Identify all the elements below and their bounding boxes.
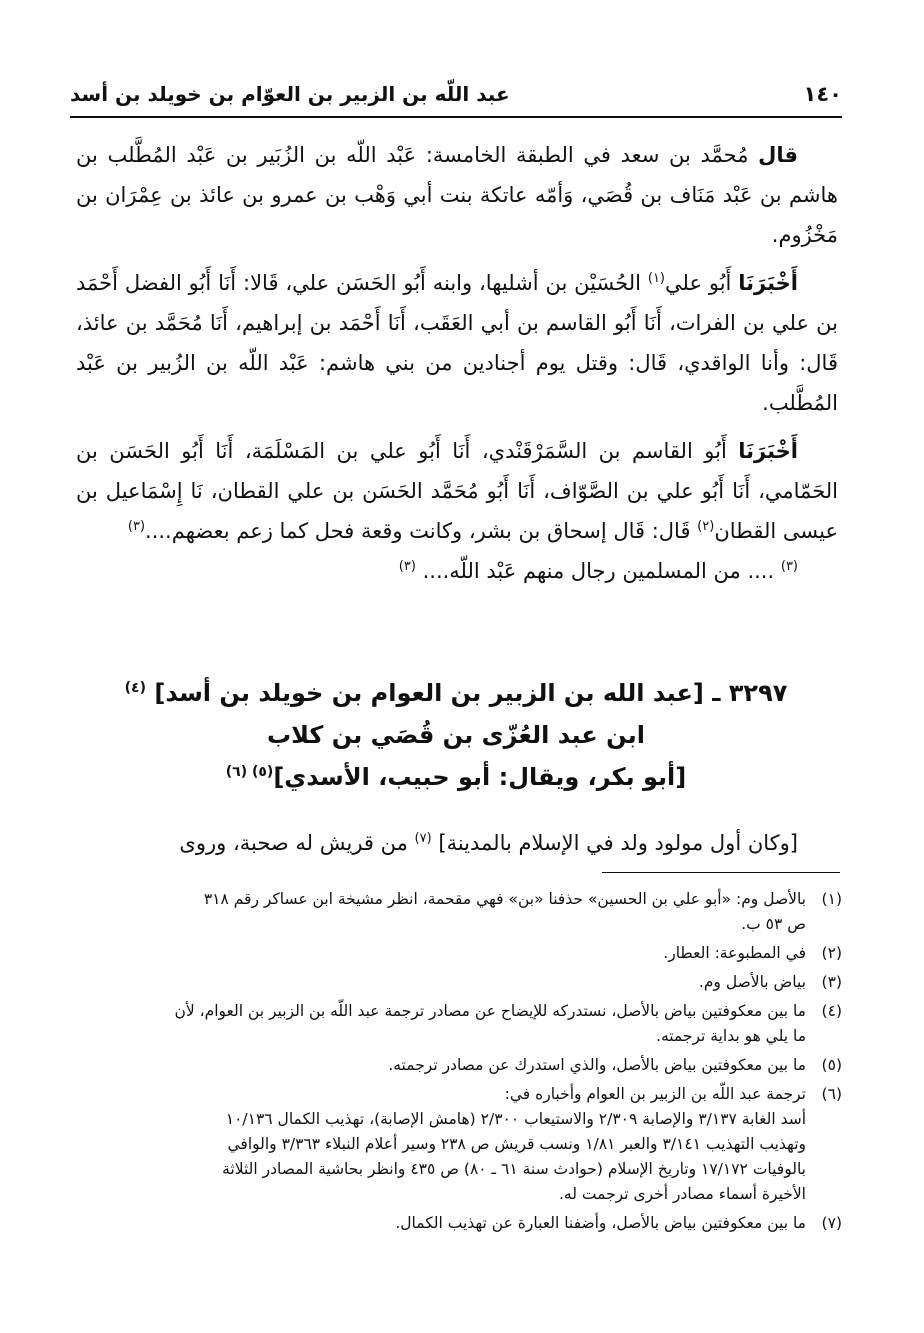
paragraph-3-text-b: قَال: قَال إسحاق بن بشر، وكانت وقعة فحل كما زعم بعضهم.... <box>145 519 698 543</box>
footnote-line: ما بين معكوفتين بياض بالأصل، والذي استدرك عن مصادر ترجمته. <box>388 1056 806 1074</box>
footnote-line: الأخيرة أسماء مصادر أخرى ترجمت له. <box>559 1185 806 1203</box>
footnote-line: ترجمة عبد اللّه بن الزبير بن العوام وأخباره في: <box>504 1085 806 1103</box>
footnote-line: ص ٥٣ ب. <box>741 915 806 933</box>
main-text <box>76 135 838 591</box>
footnote-text <box>70 1211 806 1236</box>
footnote-ref-3b[interactable]: (٣) <box>780 559 798 574</box>
footnote-text <box>70 1053 806 1078</box>
paragraph-1-text: مُحمَّد بن سعد في الطبقة الخامسة: عَبْد اللّه بن الزُبَير بن عَبْد المُطَّلب بن هاشم بن عَبْد مَنَاف بن قُصَي، وَأمّه عاتكة بنت أبي وَهْب بن عمرو بن عائذ بن عِمْرَان بن مَخْزُوم. <box>76 143 838 247</box>
footnote-ref-3a[interactable]: (٣) <box>127 519 146 534</box>
footnote-line: بياض بالأصل وم. <box>698 973 806 991</box>
footnote-text <box>70 941 806 966</box>
entry-paragraph <box>76 823 838 863</box>
footnote <box>70 1211 842 1236</box>
running-title: عبد اللّه بن الزبير بن العوّام بن خويلد بن أسد <box>70 82 510 106</box>
paragraph-3 <box>76 431 838 551</box>
entry-heading-line-3 <box>70 756 842 798</box>
footnote-number: (١) <box>821 890 842 908</box>
footnote-line: في المطبوعة: العطار. <box>663 944 806 962</box>
footnote-ref-7[interactable]: (٧) <box>414 831 432 846</box>
footnote-line: ما يلي هو بداية ترجمته. <box>656 1027 806 1045</box>
paragraph-2-lead: أَخْبَرَنَا <box>738 271 798 295</box>
footnote-text <box>70 1082 806 1207</box>
paragraph-2 <box>76 263 838 423</box>
footnote-number: (٧) <box>821 1214 842 1232</box>
page-header <box>70 82 842 116</box>
footnotes <box>70 887 842 1240</box>
footnote-separator <box>602 872 840 873</box>
footnote-line: ما بين معكوفتين بياض بالأصل، نستدركه للإيضاح عن مصادر ترجمة عبد اللّه بن الزبير بن العوام، لأن <box>174 1002 806 1020</box>
footnote-number: (٤) <box>821 1002 842 1020</box>
paragraph-3-text-a: أَبُو القاسم بن السَّمَرْقَنْدي، أَنَا أَبُو علي بن المَسْلَمَة، أَنَا أَبُو الحَسَن بن الحَمّامي، أَنَا أَبُو علي بن الصَّوّاف، أَنَا أَبُو مُحَمَّد الحَسَن بن علي القطان، نَا إِسْمَاعيل بن عيسى القطان <box>76 439 838 543</box>
footnote-number: (٢) <box>821 944 842 962</box>
footnote-text <box>70 970 806 995</box>
entry-kunya: [أبو بكر، ويقال: أبو حبيب، الأسدي] <box>273 763 687 791</box>
entry-heading-line-1 <box>70 672 842 714</box>
footnote-line: أسد الغابة ٣/١٣٧ والإصابة ٢/٣٠٩ والاستيعاب ٢/٣٠٠ (هامش الإصابة)، تهذيب الكمال ١٠/١٣٦ <box>225 1110 806 1128</box>
paragraph-1-lead: قال <box>758 143 798 167</box>
footnote <box>70 1053 842 1078</box>
paragraph-4-text: .... من المسلمين رجال منهم عَبْد اللّه.... <box>422 559 775 583</box>
paragraph-4 <box>76 551 838 591</box>
footnote <box>70 941 842 966</box>
footnote-number: (٥) <box>821 1056 842 1074</box>
footnote-ref-5-6[interactable]: (٥) (٦) <box>225 764 274 780</box>
footnote-ref-2[interactable]: (٢) <box>697 519 715 534</box>
footnote-ref-1[interactable]: (١) <box>647 271 665 286</box>
entry-title: ٣٢٩٧ ـ [عبد الله بن الزبير بن العوام بن خويلد بن أسد] <box>154 679 788 707</box>
footnote <box>70 887 842 937</box>
footnote <box>70 999 842 1049</box>
footnote-number: (٦) <box>821 1085 842 1103</box>
footnote-text <box>70 999 806 1049</box>
footnote-number: (٣) <box>821 973 842 991</box>
footnote <box>70 970 842 995</box>
paragraph-3-lead: أَخْبَرَنَا <box>738 439 798 463</box>
entry-heading <box>70 672 842 798</box>
entry-paragraph-text-a: [وكان أول مولود ولد في الإسلام بالمدينة] <box>438 831 798 855</box>
paragraph-1 <box>76 135 838 255</box>
entry-paragraph-text-b: من قريش له صحبة، وروى <box>179 831 415 855</box>
entry-heading-line-2: ابن عبد العُزّى بن قُصَي بن كلاب <box>267 721 645 749</box>
paragraph-2-text-a: أَبُو علي <box>665 271 739 295</box>
footnote-line: وتهذيب التهذيب ٣/١٤١ والعبر ١/٨١ ونسب قريش ص ٢٣٨ وسير أعلام النبلاء ٣/٣٦٣ والوافي <box>227 1135 806 1153</box>
paragraph-2-text-b: الحُسَيْن بن أشليها، وابنه أَبُو الحَسَن علي، قَالا: أَنَا أَبُو الفضل أَحْمَد بن علي بن الفرات، أَنَا أَبُو القاسم بن أبي العَقَب، أَنَا أَحْمَد بن إبراهيم، أَنَا مُحَمَّد بن عائذ، قَال: وأنا الواقدي، قَال: وقتل يوم أجنادين من بني هاشم: عَبْد اللّه بن الزُبير بن عَبْد المُطَّلب. <box>76 271 838 415</box>
footnote <box>70 1082 842 1207</box>
footnote-line: بالوفيات ١٧/١٧٢ وتاريخ الإسلام (حوادث سنة ٦١ ـ ٨٠) ص ٤٣٥ وانظر بحاشية المصادر الثلاثة <box>222 1160 806 1178</box>
footnote-ref-4[interactable]: (٤) <box>124 680 146 696</box>
page-number: ١٤٠ <box>803 82 842 106</box>
header-rule <box>70 116 842 118</box>
footnote-text <box>70 887 806 937</box>
footnote-line: بالأصل وم: «أبو علي بن الحسين» حذفنا «بن» فهي مقحمة، انظر مشيخة ابن عساكر رقم ٣١٨ <box>203 890 806 908</box>
footnote-ref-3c[interactable]: (٣) <box>398 559 416 574</box>
footnote-line: ما بين معكوفتين بياض بالأصل، وأضفنا العبارة عن تهذيب الكمال. <box>395 1214 806 1232</box>
